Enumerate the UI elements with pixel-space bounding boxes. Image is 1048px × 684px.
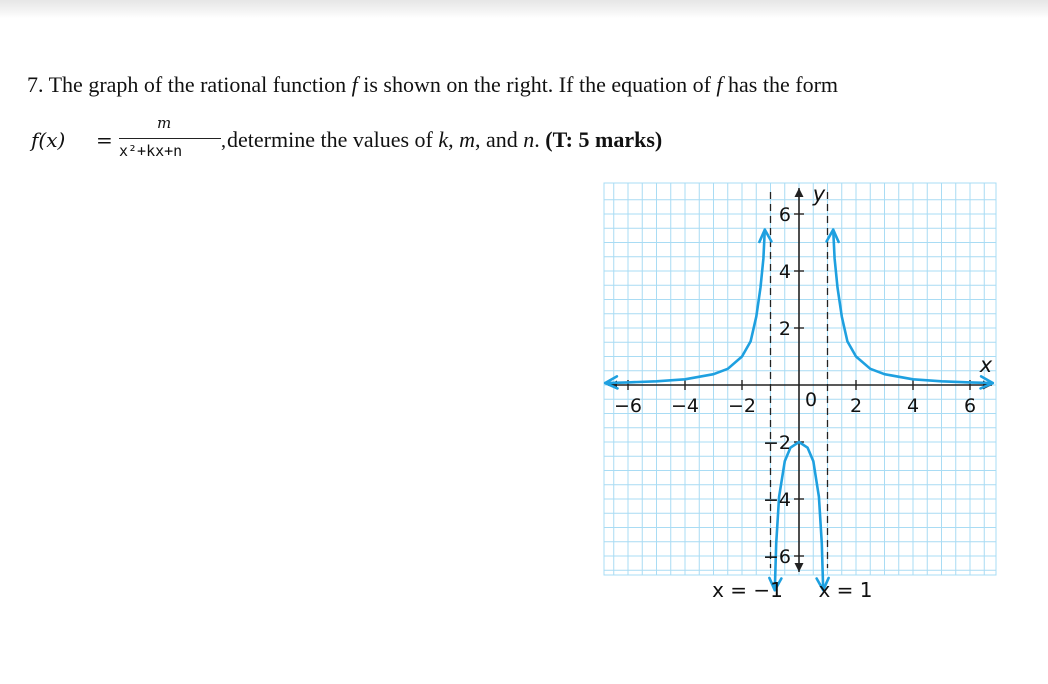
formula-numerator: m [157, 114, 172, 132]
formula-equals: = [96, 128, 113, 152]
origin-label: 0 [804, 389, 818, 411]
formula-lhs: f(x) [31, 128, 66, 152]
variable-m: m [459, 127, 476, 152]
function-name-f: f [351, 72, 358, 97]
x-tick-label: −2 [727, 395, 757, 417]
function-name-f-2: f [716, 72, 723, 97]
variable-k: k [438, 127, 449, 152]
grid-border [604, 183, 996, 575]
top-toolbar-strip [0, 0, 1048, 18]
instruction-period: . [534, 127, 540, 152]
variable-n: n [523, 127, 535, 152]
y-tick-label: −2 [762, 432, 791, 454]
x-tick-label: 2 [849, 395, 863, 417]
formula-comma: , [221, 130, 226, 152]
x-tick-label: −6 [613, 395, 643, 417]
x-tick-label: −4 [670, 395, 700, 417]
y-axis-arrowhead [795, 188, 804, 197]
question-end: has the form [728, 72, 839, 97]
x-tick-label: 4 [906, 395, 920, 417]
x-axis-label: x [979, 353, 993, 377]
asymptote-label-left: x = −1 [712, 578, 783, 602]
question-text [27, 72, 838, 98]
y-axis-label: y [812, 182, 826, 206]
y-tick-label: 2 [778, 318, 791, 340]
marks-label: (T: 5 marks) [545, 127, 663, 152]
question-intro: The graph of the rational function [48, 72, 347, 97]
separator-1: , [448, 127, 454, 152]
formula-denominator: x²+kx+n [119, 142, 183, 160]
fraction-bar [119, 138, 221, 139]
y-tick-label: 4 [778, 261, 791, 283]
x-tick-label: 6 [963, 395, 977, 417]
y-tick-label: −4 [762, 489, 791, 511]
separator-2: , and [475, 127, 518, 152]
formula-instruction [227, 127, 662, 153]
question-number: 7. [27, 72, 44, 97]
graph-grid [604, 183, 996, 575]
function-graph [600, 180, 1000, 602]
asymptote-label-right: x = 1 [818, 578, 873, 602]
question-middle: is shown on the right. If the equation of [363, 72, 711, 97]
instruction-text: determine the values of [227, 127, 433, 152]
y-tick-label: 6 [778, 204, 791, 226]
y-tick-label: −6 [762, 546, 791, 568]
